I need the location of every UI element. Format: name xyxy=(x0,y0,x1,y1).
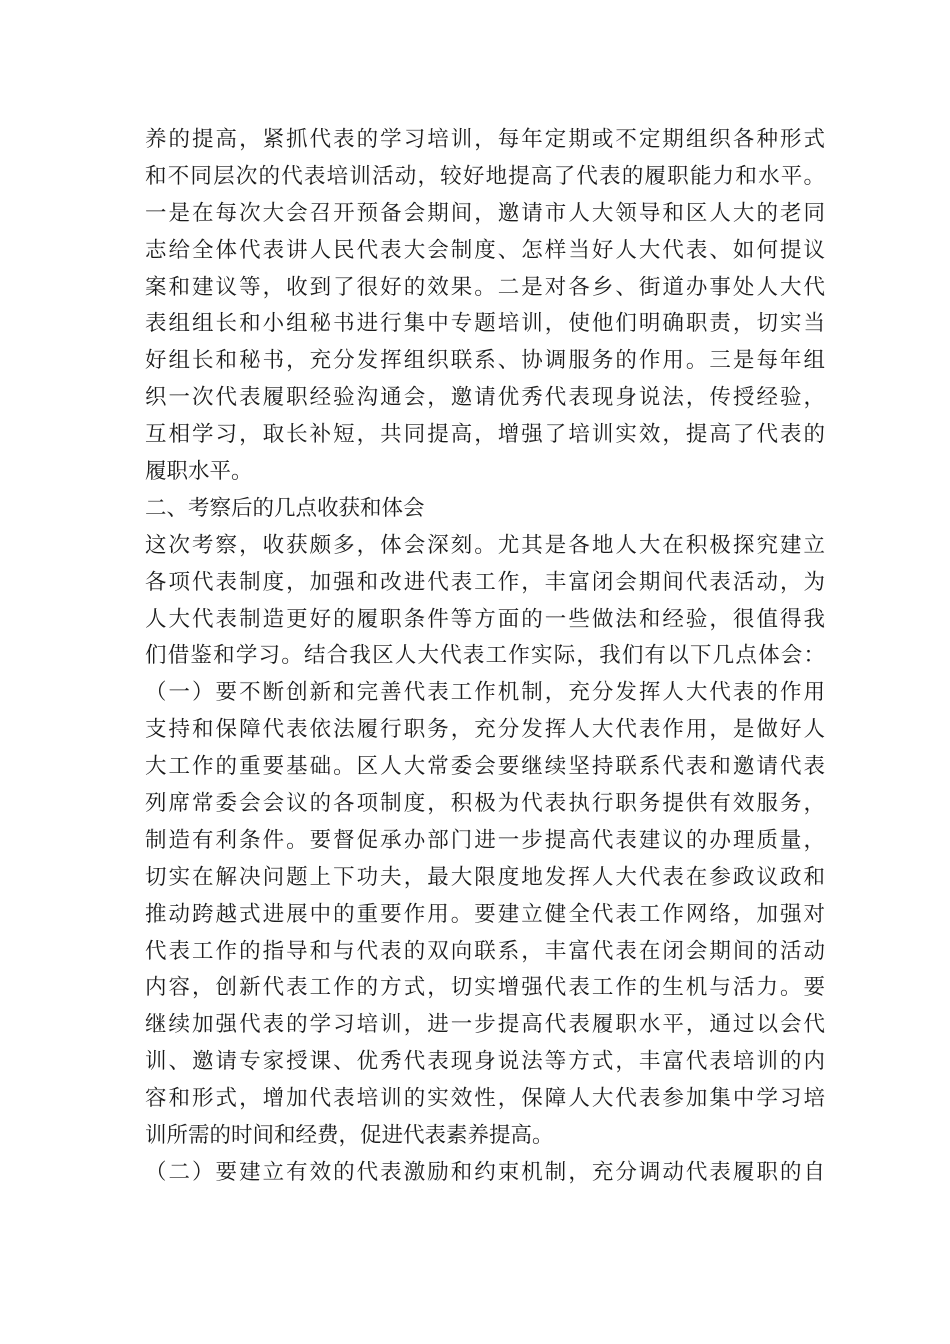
text-line: 和不同层次的代表培训活动，较好地提高了代表的履职能力和水平。 xyxy=(145,163,825,189)
text-line: 案和建议等，收到了很好的效果。二是对各乡、街道办事处人大代 xyxy=(145,274,825,300)
subsection-heading: （一）要不断创新和完善代表工作机制，充分发挥人大代表的作用 xyxy=(145,680,825,706)
text-line: 训所需的时间和经费，促进代表素养提高。 xyxy=(145,1123,554,1149)
text-line: 列席常委会会议的各项制度，积极为代表执行职务提供有效服务， xyxy=(145,791,825,817)
text-line: 养的提高，紧抓代表的学习培训，每年定期或不定期组织各种形式 xyxy=(145,127,825,152)
text-line: 人大代表制造更好的履职条件等方面的一些做法和经验，很值得我 xyxy=(145,606,825,632)
text-line: 代表工作的指导和与代表的双向联系，丰富代表在闭会期间的活动 xyxy=(145,938,825,964)
text-line: 大工作的重要基础。区人大常委会要继续坚持联系代表和邀请代表 xyxy=(145,754,825,780)
document-body xyxy=(145,122,825,1192)
text-line: 推动跨越式进展中的重要作用。要建立健全代表工作网络，加强对 xyxy=(145,901,825,927)
text-line: 一是在每次大会召开预备会期间，邀请市人大领导和区人大的老同 xyxy=(145,200,825,226)
subsection-heading: （二）要建立有效的代表激励和约束机制，充分调动代表履职的自 xyxy=(145,1159,825,1185)
text-line: 各项代表制度，加强和改进代表工作，丰富闭会期间代表活动，为 xyxy=(145,569,825,595)
text-line: 容和形式，增加代表培训的实效性，保障人大代表参加集中学习培 xyxy=(145,1086,825,1112)
text-line: 织一次代表履职经验沟通会，邀请优秀代表现身说法，传授经验， xyxy=(145,385,825,411)
text-line: 支持和保障代表依法履行职务，充分发挥人大代表作用，是做好人 xyxy=(145,717,825,743)
text-line: 履职水平。 xyxy=(145,459,253,485)
text-line: 继续加强代表的学习培训，进一步提高代表履职水平，通过以会代 xyxy=(145,1012,825,1038)
text-line: 互相学习，取长补短，共同提高，增强了培训实效，提高了代表的 xyxy=(145,422,825,448)
text-line: 制造有利条件。要督促承办部门进一步提高代表建议的办理质量， xyxy=(145,827,825,853)
text-line: 好组长和秘书，充分发挥组织联系、协调服务的作用。三是每年组 xyxy=(145,348,825,374)
text-line: 训、邀请专家授课、优秀代表现身说法等方式，丰富代表培训的内 xyxy=(145,1049,825,1075)
text-line: 切实在解决问题上下功夫，最大限度地发挥人大代表在参政议政和 xyxy=(145,864,825,890)
text-line: 志给全体代表讲人民代表大会制度、怎样当好人大代表、如何提议 xyxy=(145,237,825,263)
text-line: 这次考察，收获颇多，体会深刻。尤其是各地人大在积极探究建立 xyxy=(145,532,825,558)
text-line: 表组组长和小组秘书进行集中专题培训，使他们明确职责，切实当 xyxy=(145,311,825,337)
section-heading: 二、考察后的几点收获和体会 xyxy=(145,495,425,521)
text-line: 们借鉴和学习。结合我区人大代表工作实际，我们有以下几点体会： xyxy=(145,643,825,669)
text-line: 内容，创新代表工作的方式，切实增强代表工作的生机与活力。要 xyxy=(145,975,825,1001)
